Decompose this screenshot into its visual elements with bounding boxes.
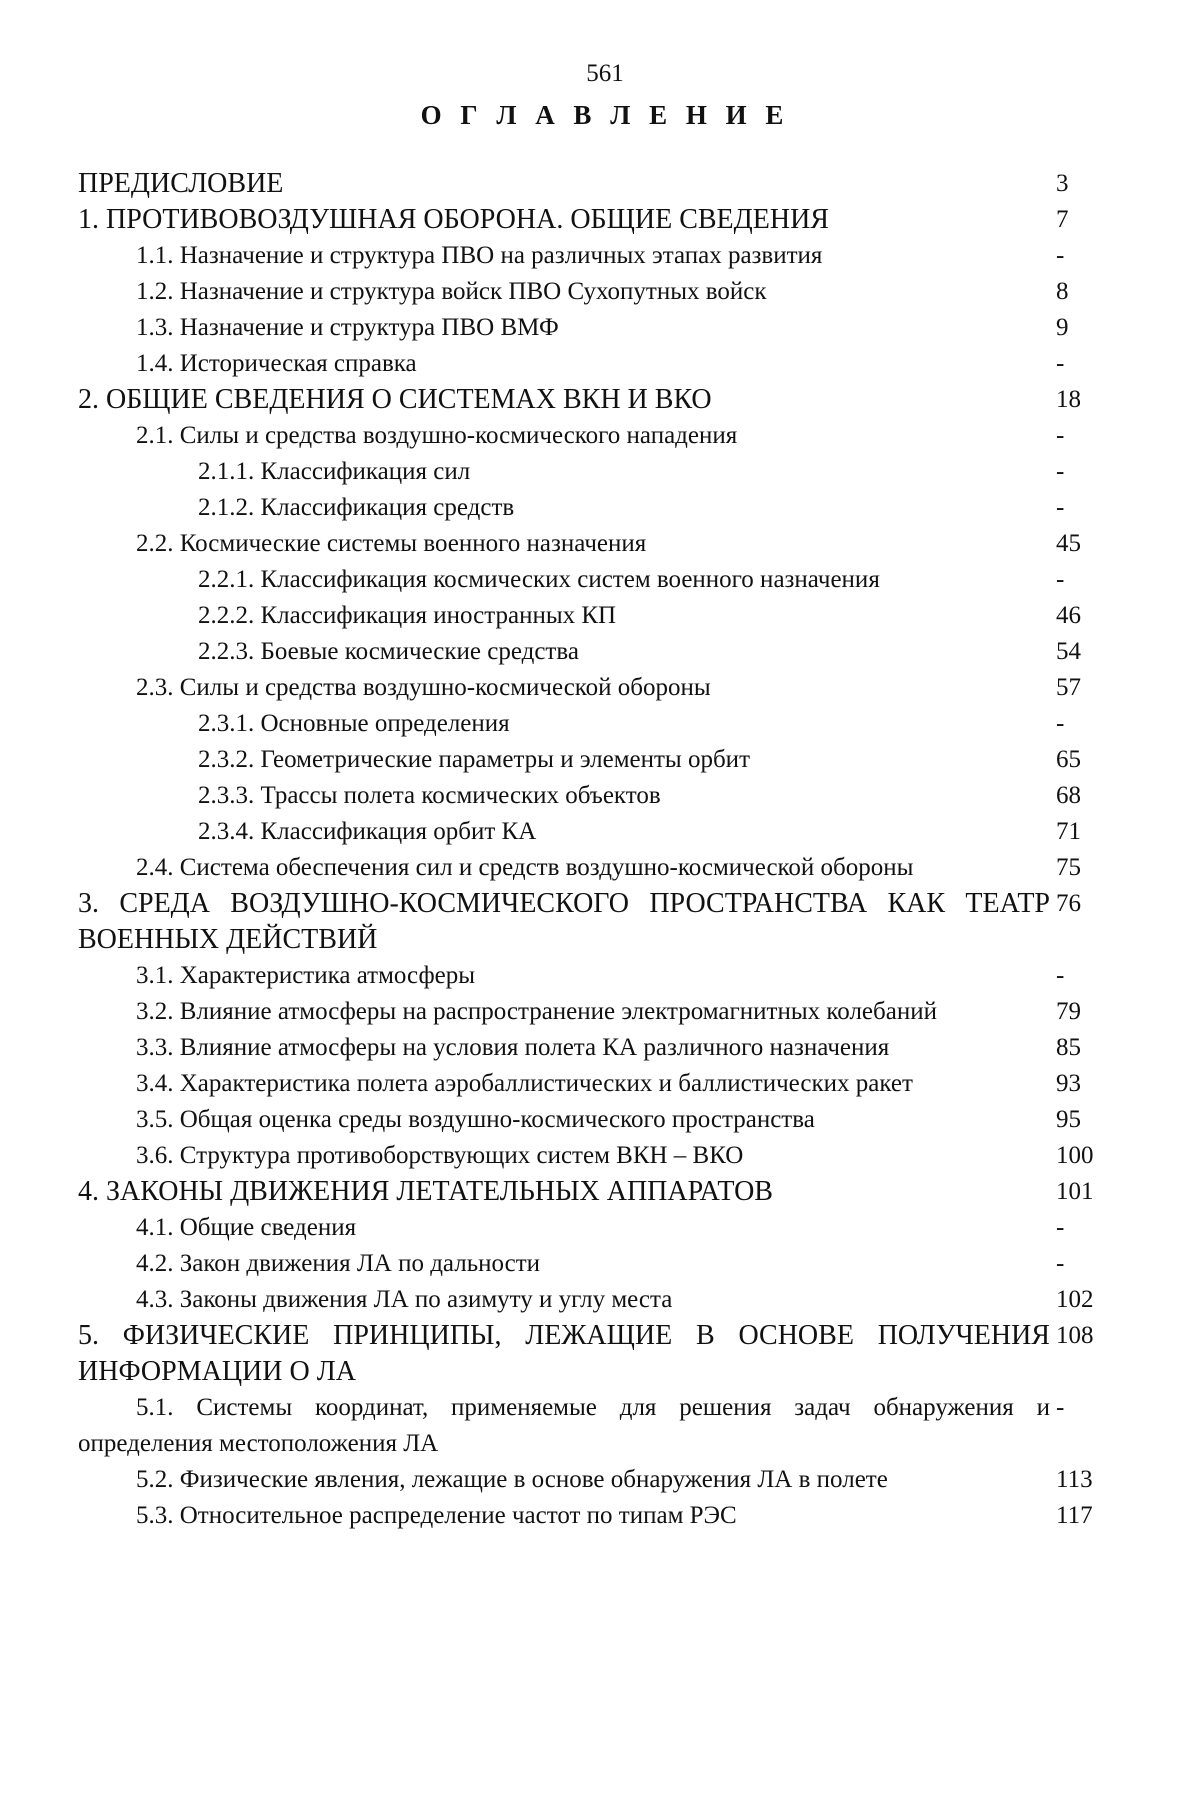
toc-entry-page: - — [1056, 710, 1065, 737]
toc-entry-2-2-3[interactable] — [78, 634, 1118, 670]
document-page — [78, 58, 1118, 1534]
toc-entry-page: - — [1056, 962, 1065, 989]
toc-entry-title: 3.4. Характеристика полета аэробаллистических и баллистических ракет — [136, 1070, 913, 1097]
toc-entry-3-3[interactable] — [78, 1030, 1118, 1066]
toc-entry-title: 5.3. Относительное распределение частот по типам РЭС — [136, 1502, 737, 1529]
toc-entry-1-4[interactable] — [78, 346, 1118, 382]
toc-entry-page: 68 — [1056, 782, 1081, 809]
toc-entry-title: 1.4. Историческая справка — [136, 350, 417, 377]
toc-entry-title: 2.1. Силы и средства воздушно-космического нападения — [136, 422, 738, 449]
toc-entry-page: 8 — [1056, 278, 1069, 305]
toc-entry-chapter-4[interactable] — [78, 1174, 1118, 1210]
toc-entry-page: - — [1056, 494, 1065, 521]
toc-entry-page: 113 — [1056, 1466, 1093, 1493]
toc-entry-chapter-5[interactable] — [78, 1318, 1118, 1390]
toc-entry-page: 100 — [1056, 1142, 1094, 1169]
toc-entry-page: 57 — [1056, 674, 1081, 701]
toc-entry-1-2[interactable] — [78, 274, 1118, 310]
toc-entry-title: 2.3.1. Основные определения — [198, 710, 510, 737]
toc-entry-page: 85 — [1056, 1034, 1081, 1061]
toc-entry-chapter-2[interactable] — [78, 382, 1118, 418]
toc-entry-3-4[interactable] — [78, 1066, 1118, 1102]
toc-entry-title: 5.1. Системы координат, применяемые для решения задач обнаружения и определения местоположения ЛА — [78, 1394, 1050, 1457]
toc-entry-page: 108 — [1056, 1322, 1094, 1349]
toc-entry-page: 3 — [1056, 170, 1069, 197]
toc-entry-title: ПРЕДИСЛОВИЕ — [78, 168, 284, 199]
toc-entry-4-2[interactable] — [78, 1246, 1118, 1282]
toc-entry-page: - — [1056, 350, 1065, 377]
toc-entry-title: 2.3.2. Геометрические параметры и элементы орбит — [198, 746, 750, 773]
toc-entry-page: - — [1056, 242, 1065, 269]
toc-entry-title: 2.4. Система обеспечения сил и средств воздушно-космической обороны — [136, 854, 914, 881]
toc-entry-3-6[interactable] — [78, 1138, 1118, 1174]
toc-entry-title: 2.2.3. Боевые космические средства — [198, 638, 579, 665]
toc-entry-page: 102 — [1056, 1286, 1094, 1313]
toc-entry-page: - — [1056, 1250, 1065, 1277]
toc-entry-page: 79 — [1056, 998, 1081, 1025]
toc-entry-page: 45 — [1056, 530, 1081, 557]
toc-entry-4-1[interactable] — [78, 1210, 1118, 1246]
toc-entry-2-2-2[interactable] — [78, 598, 1118, 634]
toc-entry-chapter-3[interactable] — [78, 886, 1118, 958]
toc-entry-title: 2.2.1. Классификация космических систем военного назначения — [198, 566, 880, 593]
toc-entry-title: 5. ФИЗИЧЕСКИЕ ПРИНЦИПЫ, ЛЕЖАЩИЕ В ОСНОВЕ ПОЛУЧЕНИЯ ИНФОРМАЦИИ О ЛА — [78, 1320, 1050, 1387]
toc-entry-title: 2.1.1. Классификация сил — [198, 458, 471, 485]
toc-entry-page: 117 — [1056, 1502, 1093, 1529]
toc-entry-2-1-1[interactable] — [78, 454, 1118, 490]
toc-entry-title: 1.3. Назначение и структура ПВО ВМФ — [136, 314, 559, 341]
toc-entry-page: - — [1056, 1394, 1065, 1421]
toc-entry-page: 54 — [1056, 638, 1081, 665]
toc-entry-title: 4.2. Закон движения ЛА по дальности — [136, 1250, 541, 1277]
toc-entry-1-1[interactable] — [78, 238, 1118, 274]
toc-entry-page: 76 — [1056, 890, 1081, 917]
page-title: О Г Л А В Л Е Н И Е — [420, 100, 790, 130]
toc-entry-title: 2.1.2. Классификация средств — [198, 494, 515, 521]
toc-entry-chapter-1[interactable] — [78, 202, 1118, 238]
toc-entry-title: 3.2. Влияние атмосферы на распространение электромагнитных колебаний — [136, 998, 937, 1025]
toc-entry-5-1[interactable] — [78, 1390, 1118, 1462]
toc-entry-page: - — [1056, 422, 1065, 449]
toc-entry-2-3-4[interactable] — [78, 814, 1118, 850]
toc-entry-title: 5.2. Физические явления, лежащие в основе обнаружения ЛА в полете — [136, 1466, 888, 1493]
toc-entry-page: 18 — [1056, 386, 1081, 413]
toc-entry-title: 3.6. Структура противоборствующих систем ВКН – ВКО — [136, 1142, 744, 1169]
toc-entry-page: 75 — [1056, 854, 1081, 881]
toc-entry-preface[interactable] — [78, 166, 1118, 202]
toc-entry-title: 4. ЗАКОНЫ ДВИЖЕНИЯ ЛЕТАТЕЛЬНЫХ АППАРАТОВ — [78, 1176, 773, 1207]
toc-entry-2-1[interactable] — [78, 418, 1118, 454]
toc-entry-page: - — [1056, 566, 1065, 593]
toc-entry-page: - — [1056, 458, 1065, 485]
toc-entry-page: 7 — [1056, 206, 1069, 233]
toc-entry-title: 4.1. Общие сведения — [136, 1214, 357, 1241]
toc-entry-title: 2.3. Силы и средства воздушно-космической обороны — [136, 674, 711, 701]
toc-entry-1-3[interactable] — [78, 310, 1118, 346]
toc-entry-title: 2.2.2. Классификация иностранных КП — [198, 602, 617, 629]
toc-entry-2-4[interactable] — [78, 850, 1118, 886]
toc-entry-2-2[interactable] — [78, 526, 1118, 562]
toc-entry-page: 71 — [1056, 818, 1081, 845]
toc-entry-5-2[interactable] — [78, 1462, 1118, 1498]
toc-entry-page: 101 — [1056, 1178, 1094, 1205]
toc-entry-2-1-2[interactable] — [78, 490, 1118, 526]
toc-entry-title: 3.3. Влияние атмосферы на условия полета КА различного назначения — [136, 1034, 890, 1061]
toc-entry-2-3-1[interactable] — [78, 706, 1118, 742]
toc-entry-title: 2.2. Космические системы военного назначения — [136, 530, 647, 557]
toc-entry-title: 2.3.4. Классификация орбит КА — [198, 818, 537, 845]
page-number: 561 — [586, 60, 624, 87]
toc-entry-4-3[interactable] — [78, 1282, 1118, 1318]
toc-entry-2-3-3[interactable] — [78, 778, 1118, 814]
toc-entry-5-3[interactable] — [78, 1498, 1118, 1534]
toc-entry-title: 3. СРЕДА ВОЗДУШНО-КОСМИЧЕСКОГО ПРОСТРАНСТВА КАК ТЕАТР ВОЕННЫХ ДЕЙСТВИЙ — [78, 888, 1050, 955]
toc-entry-3-2[interactable] — [78, 994, 1118, 1030]
toc-entry-page: 95 — [1056, 1106, 1081, 1133]
toc-entry-2-2-1[interactable] — [78, 562, 1118, 598]
toc-entry-page: 65 — [1056, 746, 1081, 773]
toc-entry-title: 1.1. Назначение и структура ПВО на различных этапах развития — [136, 242, 823, 269]
toc-entry-title: 2. ОБЩИЕ СВЕДЕНИЯ О СИСТЕМАХ ВКН И ВКО — [78, 384, 712, 415]
toc-entry-page: - — [1056, 1214, 1065, 1241]
toc-entry-title: 2.3.3. Трассы полета космических объектов — [198, 782, 661, 809]
table-of-contents — [78, 166, 1118, 1534]
toc-entry-3-5[interactable] — [78, 1102, 1118, 1138]
toc-entry-title: 3.1. Характеристика атмосферы — [136, 962, 476, 989]
toc-entry-page: 46 — [1056, 602, 1081, 629]
toc-entry-page: 93 — [1056, 1070, 1081, 1097]
toc-entry-title: 1.2. Назначение и структура войск ПВО Сухопутных войск — [136, 278, 767, 305]
toc-entry-title: 4.3. Законы движения ЛА по азимуту и углу места — [136, 1286, 673, 1313]
toc-entry-page: 9 — [1056, 314, 1069, 341]
toc-entry-3-1[interactable] — [78, 958, 1118, 994]
toc-entry-title: 3.5. Общая оценка среды воздушно-космического пространства — [136, 1106, 815, 1133]
toc-entry-2-3-2[interactable] — [78, 742, 1118, 778]
toc-entry-title: 1. ПРОТИВОВОЗДУШНАЯ ОБОРОНА. ОБЩИЕ СВЕДЕНИЯ — [78, 204, 829, 235]
toc-entry-2-3[interactable] — [78, 670, 1118, 706]
